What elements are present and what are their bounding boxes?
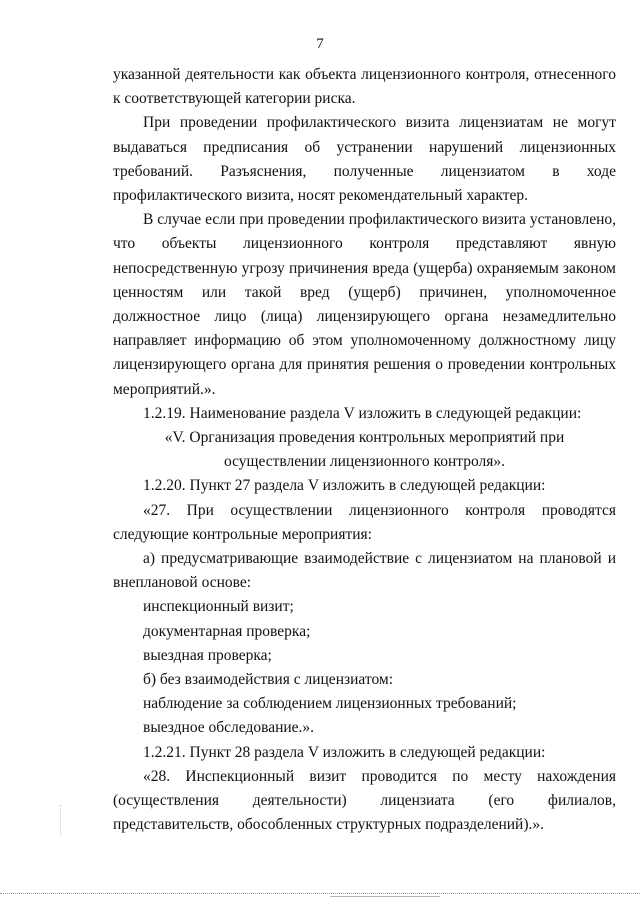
section-v-title: «V. Организация проведения контрольных мероприятий при осуществлении лицензионного контроля». — [164, 429, 565, 471]
list-item-field-check: выездная проверка; — [143, 646, 272, 664]
paragraph-1-2-20: 1.2.20. Пункт 27 раздела V изложить в следующей редакции: — [143, 477, 546, 495]
document-body — [113, 63, 616, 838]
paragraph-1-2-21: 1.2.21. Пункт 28 раздела V изложить в следующей редакции: — [143, 743, 546, 761]
list-item-documentary-check: документарная проверка; — [143, 622, 311, 640]
paragraph-1-2-19: 1.2.19. Наименование раздела V изложить в следующей редакции: — [143, 404, 582, 422]
list-item-field-survey: выездное обследование.». — [143, 719, 315, 737]
list-item-a: а) предусматривающие взаимодействие с лицензиатом на плановой и внеплановой основе: — [113, 550, 616, 592]
paragraph-item-27: «27. При осуществлении лицензионного контроля проводятся следующие контрольные мероприятия: — [113, 501, 616, 543]
paragraph-risk-category: указанной деятельности как объекта лицензионного контроля, отнесенного к соответствующей категории риска. — [113, 66, 616, 108]
page-number: 7 — [316, 36, 324, 52]
list-item-b: б) без взаимодействия с лицензиатом: — [143, 671, 394, 689]
paragraph-threat-case: В случае если при проведении профилактического визита установлено, что объекты лицензионного контроля представляют явную непосредственную угрозу причинения вреда (ущерба) охраняемым законом ценностям или такой вред (ущерб) причинен, уполномоченное должностное лицо (лица) лицензирующего органа незамедлительно направляет информацию об этом уполномоченному должностному лицу лицензирующего органа для принятия решения о проведении контрольных мероприятий.». — [113, 211, 616, 398]
list-item-inspection-visit: инспекционный визит; — [143, 598, 294, 616]
scan-artifact-mark — [60, 805, 62, 835]
list-item-observation: наблюдение за соблюдением лицензионных требований; — [143, 695, 517, 713]
paragraph-item-28: «28. Инспекционный визит проводится по месту нахождения (осуществления деятельности) лицензиата (его филиалов, представительств, обособленных структурных подразделений).». — [113, 767, 616, 834]
bottom-divider-short — [330, 896, 440, 897]
bottom-divider — [0, 893, 640, 894]
paragraph-no-orders: При проведении профилактического визита лицензиатам не могут выдаваться предписания об устранении нарушений лицензионных требований. Разъяснения, полученные лицензиатом в ходе профилактического визита, носят рекомендательный характер. — [113, 114, 616, 205]
